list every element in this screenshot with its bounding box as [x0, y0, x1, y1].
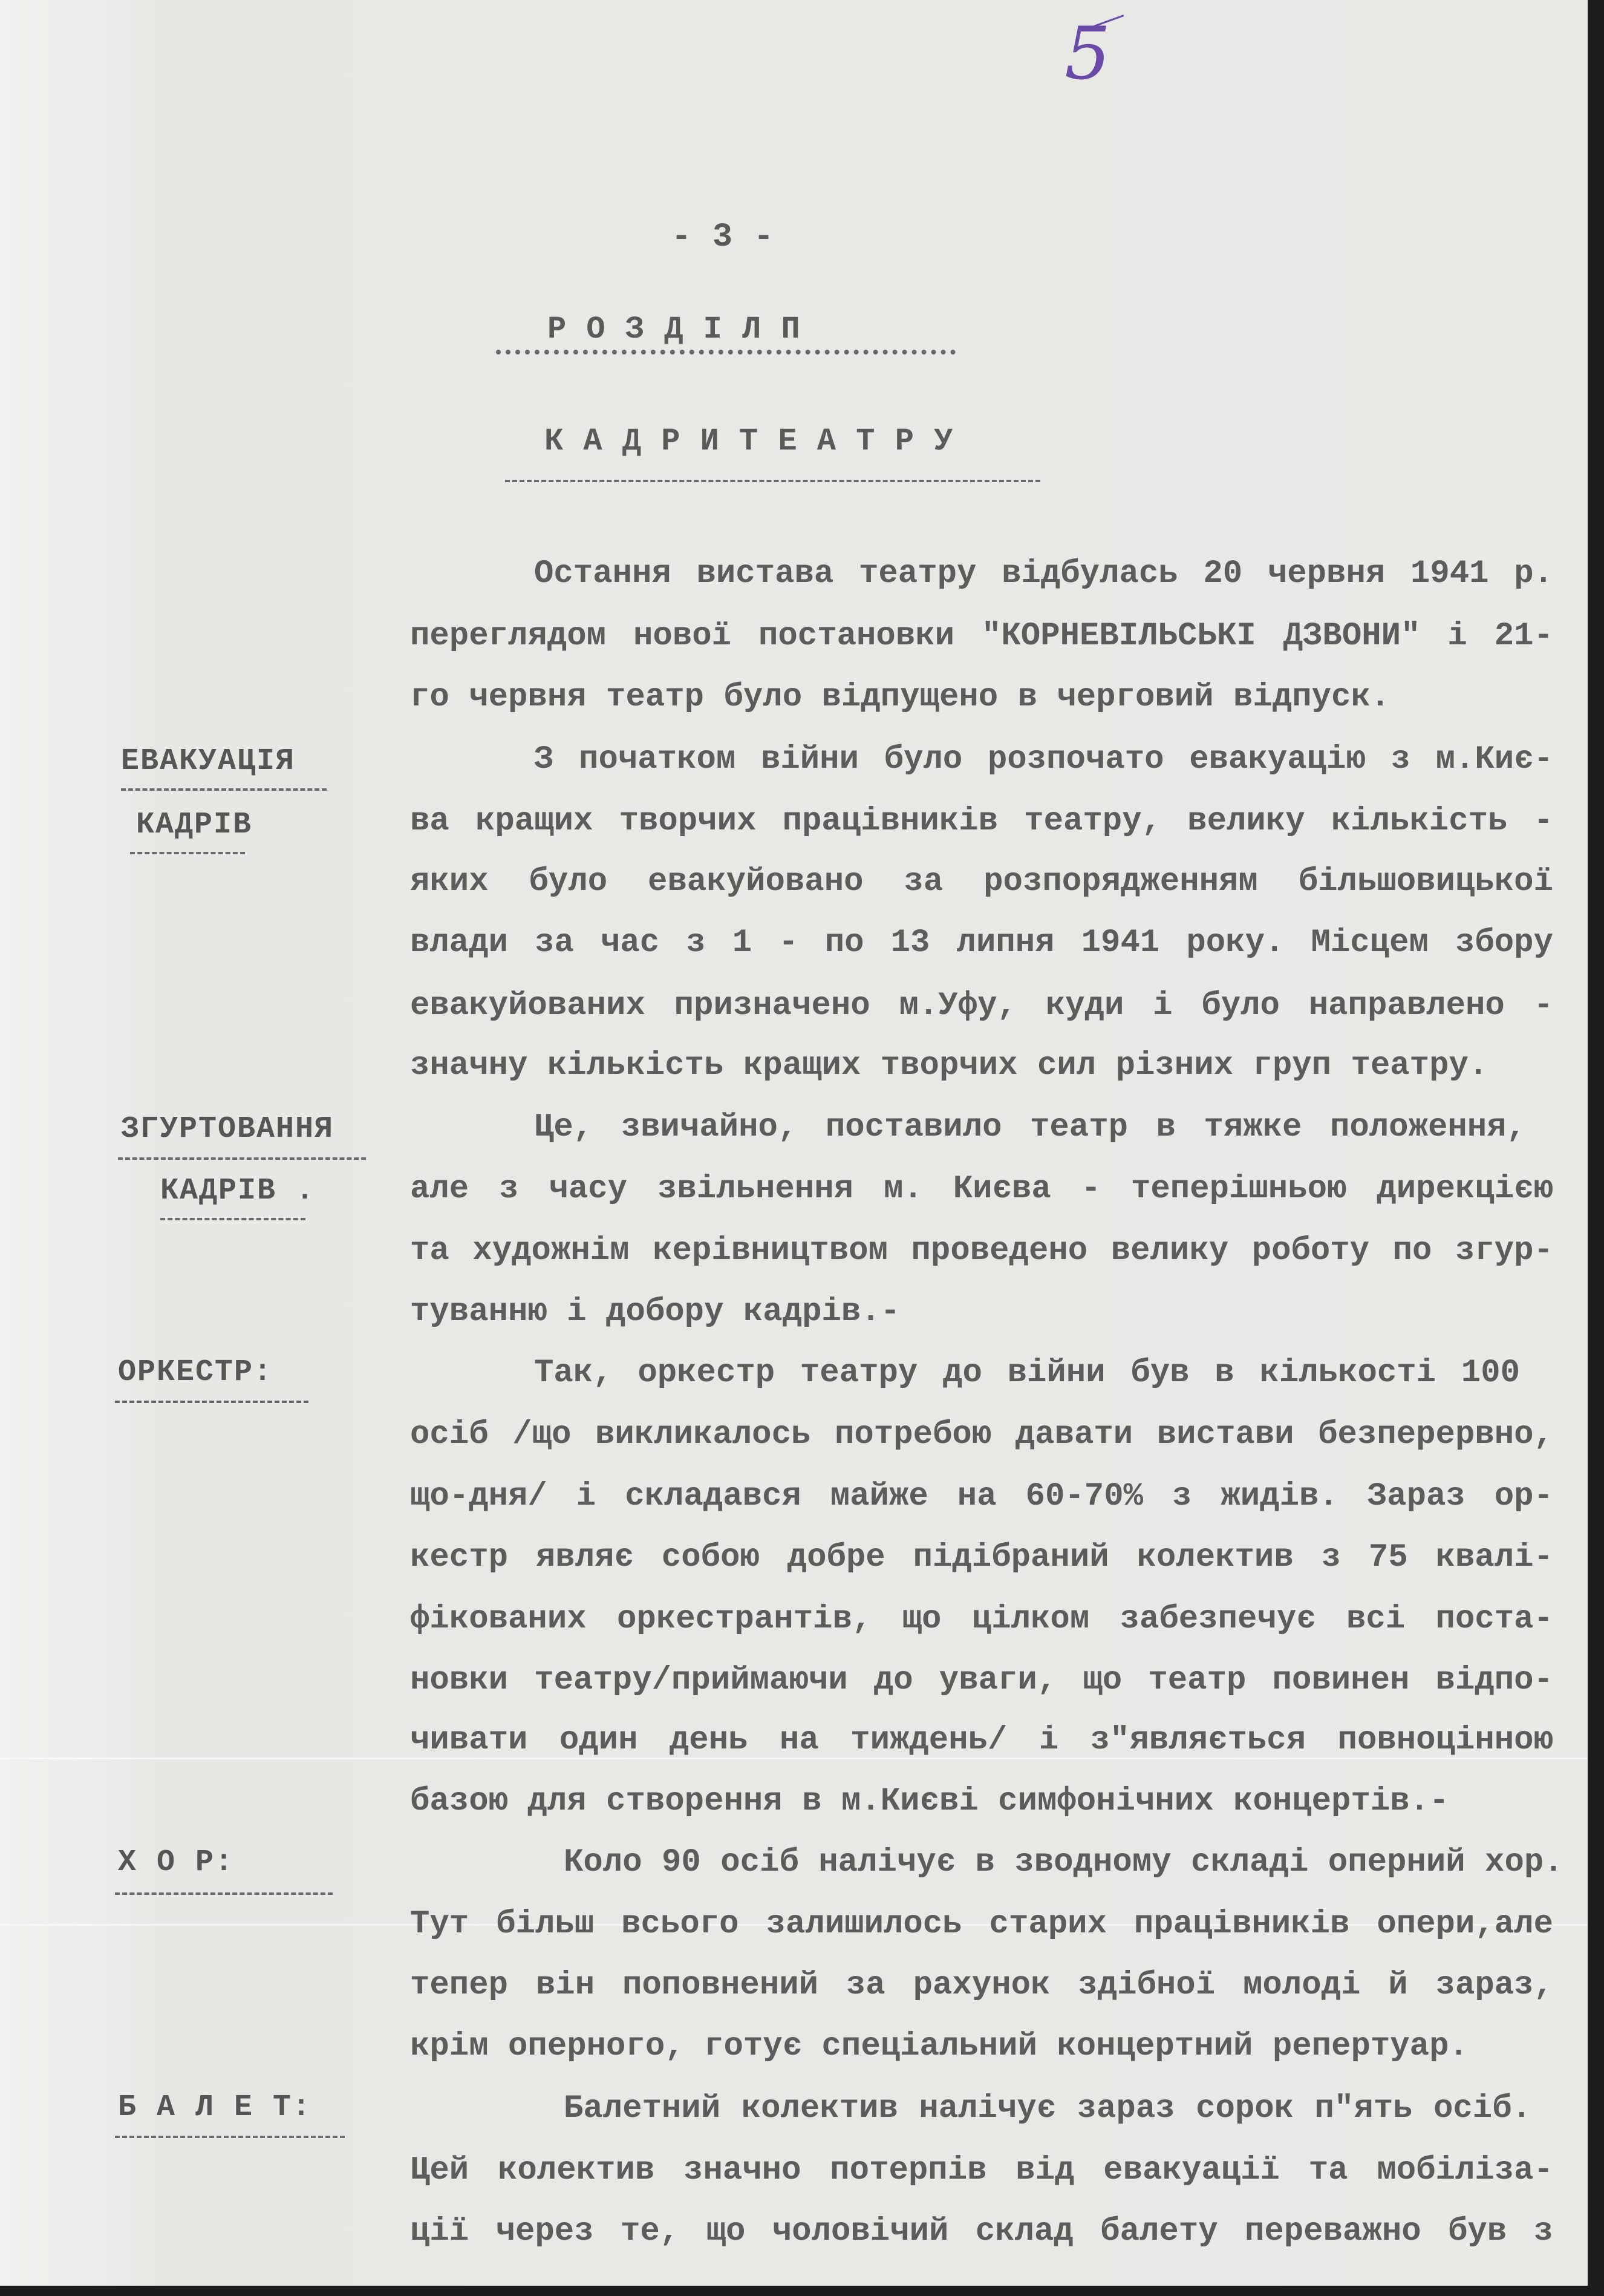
margin-underline: [130, 852, 245, 854]
margin-underline: [115, 1892, 333, 1895]
body-line: ції через те, що чоловічий склад балету переважно був з: [410, 2213, 1553, 2250]
body-line: влади за час з 1 - по 13 липня 1941 року. Місцем збору: [410, 924, 1553, 961]
body-line: яких було евакуйовано за розпорядженням більшовицької: [410, 863, 1553, 900]
margin-underline: [118, 1157, 366, 1160]
body-line: ва кращих творчих працівників театру, велику кількість -: [410, 803, 1553, 840]
body-line: го червня театр було відпущено в черговий відпуск.: [410, 679, 1390, 716]
body-line: що-дня/ і складався майже на 60-70% з жидів. Зараз ор-: [410, 1478, 1553, 1515]
margin-label-evacuation: ЕВАКУАЦІЯ: [121, 744, 296, 779]
margin-underline: [115, 1401, 308, 1403]
margin-underline: [121, 788, 327, 791]
margin-underline: [115, 2136, 345, 2138]
body-line: Цей колектив значно потерпів від евакуації та мобіліза-: [410, 2152, 1553, 2189]
body-line: але з часу звільнення м. Києва - теперішньою дирекцією: [410, 1171, 1553, 1208]
margin-underline: [160, 1218, 305, 1220]
handwritten-page-number: 5: [1064, 12, 1111, 96]
body-line: базою для створення в м.Києві симфонічних концертів.-: [410, 1783, 1449, 1820]
body-line: кестр являє собою добре підібраний колектив з 75 квалі-: [410, 1539, 1553, 1576]
section-heading: Р О З Д І Л П: [547, 312, 801, 347]
margin-label-orchestra: ОРКЕСТР:: [118, 1355, 273, 1390]
body-line: Так, оркестр театру до війни був в кількості 100: [534, 1355, 1520, 1392]
body-line: осіб /що викликалось потребою давати вистави безперервно,: [410, 1416, 1553, 1453]
body-line: тепер він поповнений за рахунок здібної молоді й зараз,: [410, 1967, 1553, 2004]
document-title: К А Д Р И Т Е А Т Р У: [544, 424, 954, 459]
margin-label-cadres-2: КАДРІВ .: [160, 1174, 316, 1208]
body-line: Балетний колектив налічує зараз сорок п"ять осіб.: [564, 2090, 1531, 2127]
page-number: - 3 -: [671, 218, 775, 256]
section-underline: [496, 350, 956, 355]
body-line: туванню і добору кадрів.-: [410, 1294, 901, 1330]
body-line: фікованих оркестрантів, що цілком забезпечує всі поста-: [410, 1601, 1553, 1638]
body-line: евакуйованих призначено м.Уфу, куди і було направлено -: [410, 987, 1553, 1024]
body-line: новки театру/приймаючи до уваги, що театр повинен відпо-: [410, 1662, 1553, 1699]
body-line: Коло 90 осіб налічує в зводному складі оперний хор.: [564, 1844, 1563, 1881]
body-line: Остання вистава театру відбулась 20 червня 1941 р.: [534, 555, 1553, 592]
margin-label-consolidation: ЗГУРТОВАННЯ: [121, 1112, 334, 1146]
margin-label-choir: Х О Р:: [118, 1845, 235, 1880]
title-underline: [505, 480, 1040, 482]
margin-label-cadres: КАДРІВ: [136, 808, 253, 842]
body-line: Це, звичайно, поставило театр в тяжке положення,: [534, 1109, 1526, 1146]
body-line: крім оперного, готує спеціальний концертний репертуар.: [410, 2028, 1469, 2065]
body-line: значну кількість кращих творчих сил різних груп театру.: [410, 1047, 1488, 1084]
body-line: З початком війни було розпочато евакуацію з м.Киє-: [534, 741, 1553, 778]
body-line: переглядом нової постановки "КОРНЕВІЛЬСЬКІ ДЗВОНИ" і 21-: [410, 618, 1553, 655]
margin-label-ballet: Б А Л Е Т:: [118, 2090, 312, 2125]
body-line: Тут більш всього залишилось старих працівників опери,але: [410, 1906, 1553, 1943]
body-line: чивати один день на тиждень/ і з"являється повноцінною: [410, 1722, 1553, 1759]
body-line: та художнім керівництвом проведено велику роботу по згур-: [410, 1232, 1553, 1269]
